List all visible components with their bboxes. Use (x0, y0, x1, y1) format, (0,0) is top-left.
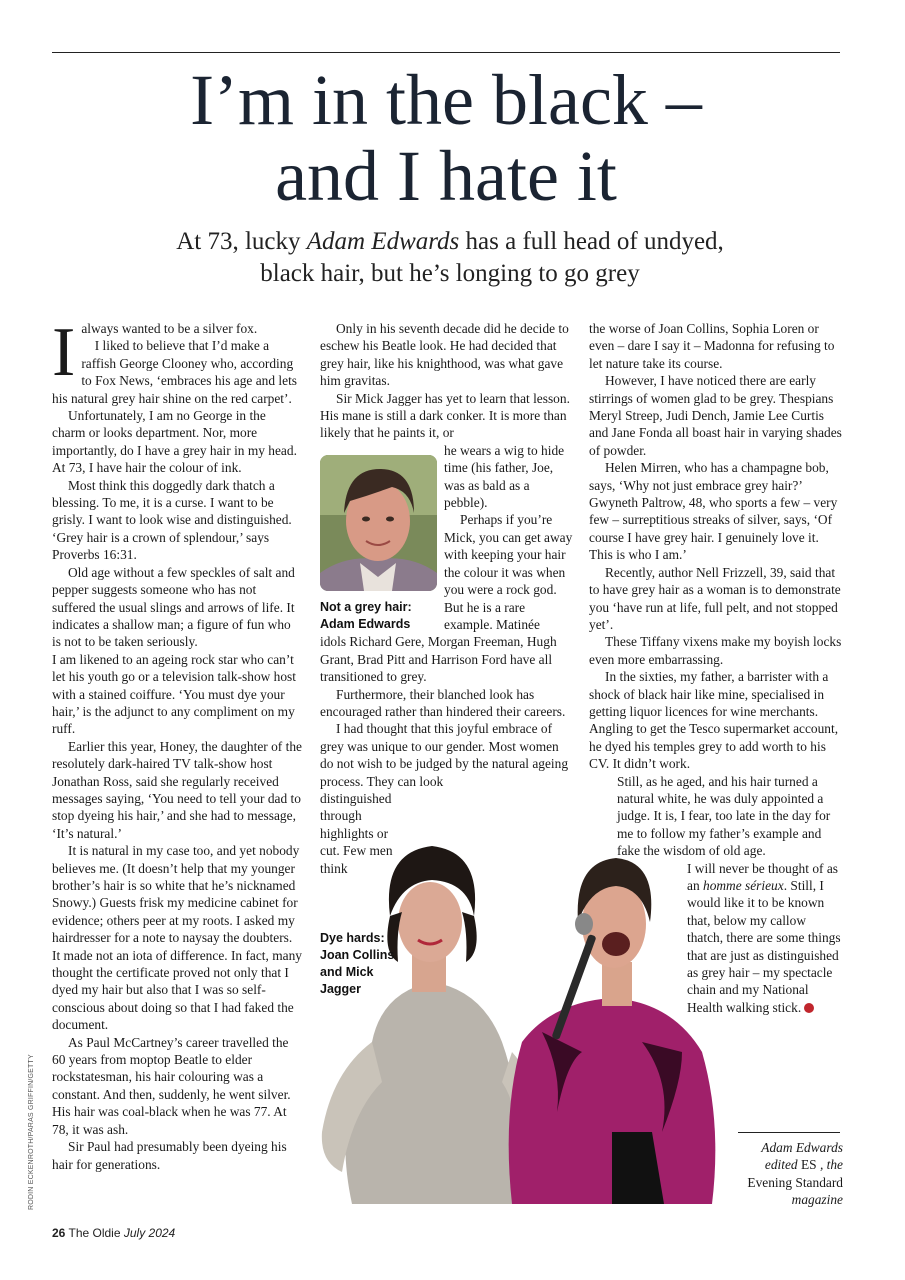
top-rule (52, 52, 840, 53)
headline (52, 62, 840, 214)
end-mark-icon (804, 1003, 814, 1013)
paragraph: I had thought that this joyful embrace of grey was unique to our gender. Most women do not wish to be judged by the natural ageing process. They can look (320, 721, 569, 789)
bio-text: , the (816, 1157, 843, 1173)
bio-text: ES (800, 1157, 817, 1173)
paragraph: In the sixties, my father, a barrister with a shock of black hair like mine, specialised in getting liquor licences for wine merchants. Angling to get the Tesco supermarket account, he dyed his temples grey to add worth to his CV. It didn’t work. (589, 669, 839, 772)
standfirst-text: At 73, lucky (176, 228, 307, 255)
author-bio (728, 1139, 843, 1209)
portrait-image (320, 455, 437, 591)
paragraph: Unfortunately, I am no George in the charm or looks department. Nor, more importantly, do I have a grey hair in my head. At 73, I have hair the colour of ink. (52, 408, 297, 476)
paragraph: However, I have noticed there are early stirrings of women glad to be grey. Thespians Meryl Streep, Judi Dench, Jamie Lee Curtis and Jane Fonda all boast hair in varying shades of powder. (589, 373, 842, 458)
paragraph (52, 314, 302, 407)
bio-text: magazine (791, 1192, 843, 1208)
paragraph: These Tiffany vixens make my boyish locks even more embarrassing. (589, 634, 842, 667)
paragraph: distinguished through highlights or cut. Few men think (320, 790, 393, 876)
wrap-block (444, 442, 574, 633)
paragraph: Old age without a few speckles of salt and pepper suggests someone who has not suffered the usual slings and arrows of life. It indicates a shallow man; a figure of fun who is not to be taken seriously. (52, 564, 295, 650)
page-footer (52, 1226, 175, 1240)
paragraph: the worse of Joan Collins, Sophia Loren or even – dare I say it – Madonna for refusing to let nature take its course. (589, 321, 835, 371)
photo-caption: Dye hards: Joan Collins and Mick Jagger (320, 931, 395, 996)
issue-date: July 2024 (123, 1226, 176, 1240)
paragraph-italic: homme sérieux (703, 878, 784, 893)
paragraph: It is natural in my case too, and yet nobody believes me. (It doesn’t help that my younger brother’s hair is so white that he’s nicknamed Snowy.) Guests frisk my medicine cabinet for evidence; others peer at my roots. I asked my hairdresser for a note to naysay the doubters. It made not an iota of difference. In fact, many thought the certificate proved not only that I dyed my hair but also that I was so self-conscious about doing so that I had faked the document. (52, 843, 302, 1033)
paragraph-text: always wanted to be a silver fox. (81, 321, 258, 336)
headline-line-1: I’m in the black – (190, 60, 702, 140)
paragraph: Still, as he aged, and his hair turned a natural white, he was duly appointed a judge. It is, I fear, too late in the day for me to follow my father’s example and fake the wisdom of old age. (617, 773, 831, 859)
standfirst-text: black hair, but he’s longing to go grey (260, 260, 640, 287)
paragraph-text: I will never be thought of as an (687, 860, 838, 893)
paragraph: Most think this doggedly dark thatch a blessing. To me, it is a curse. I want to be grisly. I want to look wise and distinguished. ‘Grey hair is a crown of splendour,’ says Proverbs 16:31. (52, 477, 292, 563)
paragraph: Only in his seventh decade did he decide to eschew his Beatle look. He had decided that grey hair, like his knighthood, was what gave him gravitas. (320, 321, 569, 389)
portrait-photo (320, 455, 437, 591)
paragraph: idols Richard Gere, Morgan Freeman, Hugh Grant, Brad Pitt and Harrison Ford have all transitioned to grey. (320, 634, 557, 685)
article-column-3 (589, 320, 843, 1016)
magazine-name: The Oldie (68, 1226, 121, 1240)
bio-text: Evening Standard (747, 1174, 843, 1190)
standfirst-text: has a full head of undyed, (459, 228, 724, 255)
paragraph: Recently, author Nell Frizzell, 39, said that to have grey hair as a woman is to demonstrate you ‘have run at life, full pelt, and not stopped yet’. (589, 564, 841, 632)
page-number: 26 (52, 1226, 66, 1240)
paragraph: he wears a wig to hide time (his father, Joe, was as bald as a pebble). (444, 442, 565, 511)
paragraph-text: . Still, I would like it to be known that, below my callow thatch, there are some things that are just as distinguished as grey hair – my spectacle chain and my National Health walking stick. (687, 878, 841, 1015)
article-column-1 (52, 314, 302, 1173)
portrait-caption: Not a grey hair: Adam Edwards (320, 600, 412, 631)
paragraph: Perhaps if you’re Mick, you can get away with keeping your hair the colour it was when you were a rock god. But he is a rare example. Matinée (444, 512, 573, 632)
paragraph: Helen Mirren, who has a champagne bob, says, ‘Why not just embrace grey hair?’ Gwyneth Paltrow, 48, who sports a few – very few – surreptitious streaks of silver, says, ‘Of course I have grey hair. I genuinely love it. This is who I am.’ (589, 460, 838, 563)
bio-name: Adam Edwards (761, 1140, 843, 1155)
headline-line-2: and I hate it (275, 136, 617, 216)
paragraph: Sir Mick Jagger has yet to learn that lesson. His mane is still a dark conker. It is more than likely that he paints it, or (320, 390, 570, 441)
paragraph: Earlier this year, Honey, the daughter of the resolutely dark-haired TV talk-show host Jonathan Ross, said she regularly received messages saying, ‘You need to tell your dad to stop dyeing his hair,’ and she had to message, ‘It’s natural.’ (52, 738, 302, 841)
drop-cap: I (52, 314, 76, 391)
bio-rule (738, 1132, 840, 1133)
paragraph: Sir Paul had presumably been dyeing his hair for generations. (52, 1139, 287, 1172)
author-name: Adam Edwards (306, 228, 460, 255)
paragraph: I am likened to an ageing rock star who can’t let his youth go or a television talk-show host with a stained coiffure. ‘You must dye your hair,’ is the adjunct to any compliment on my ruff. (52, 651, 296, 737)
paragraph-text: I liked to believe that I’d make a raffish George Clooney who, according to Fox News, ‘embraces his age and lets his natural grey hair shine on the red carpet’. (52, 338, 297, 406)
paragraph: As Paul McCartney’s career travelled the 60 years from moptop Beatle to elder rockstatesman, his hair colouring was a constant. And then, suddenly, he went silver. His hair was coal-black when he was 77. At 78, it was ash. (52, 1034, 291, 1137)
paragraph: Furthermore, their blanched look has encouraged rather than hindered their careers. (320, 686, 566, 719)
photo-credit: RODIN ECKENROTH/PARAS GRIFFIN/GETTY (28, 1054, 35, 1210)
standfirst (100, 226, 800, 290)
paragraph (687, 860, 843, 1017)
bio-text: edited (764, 1157, 801, 1173)
